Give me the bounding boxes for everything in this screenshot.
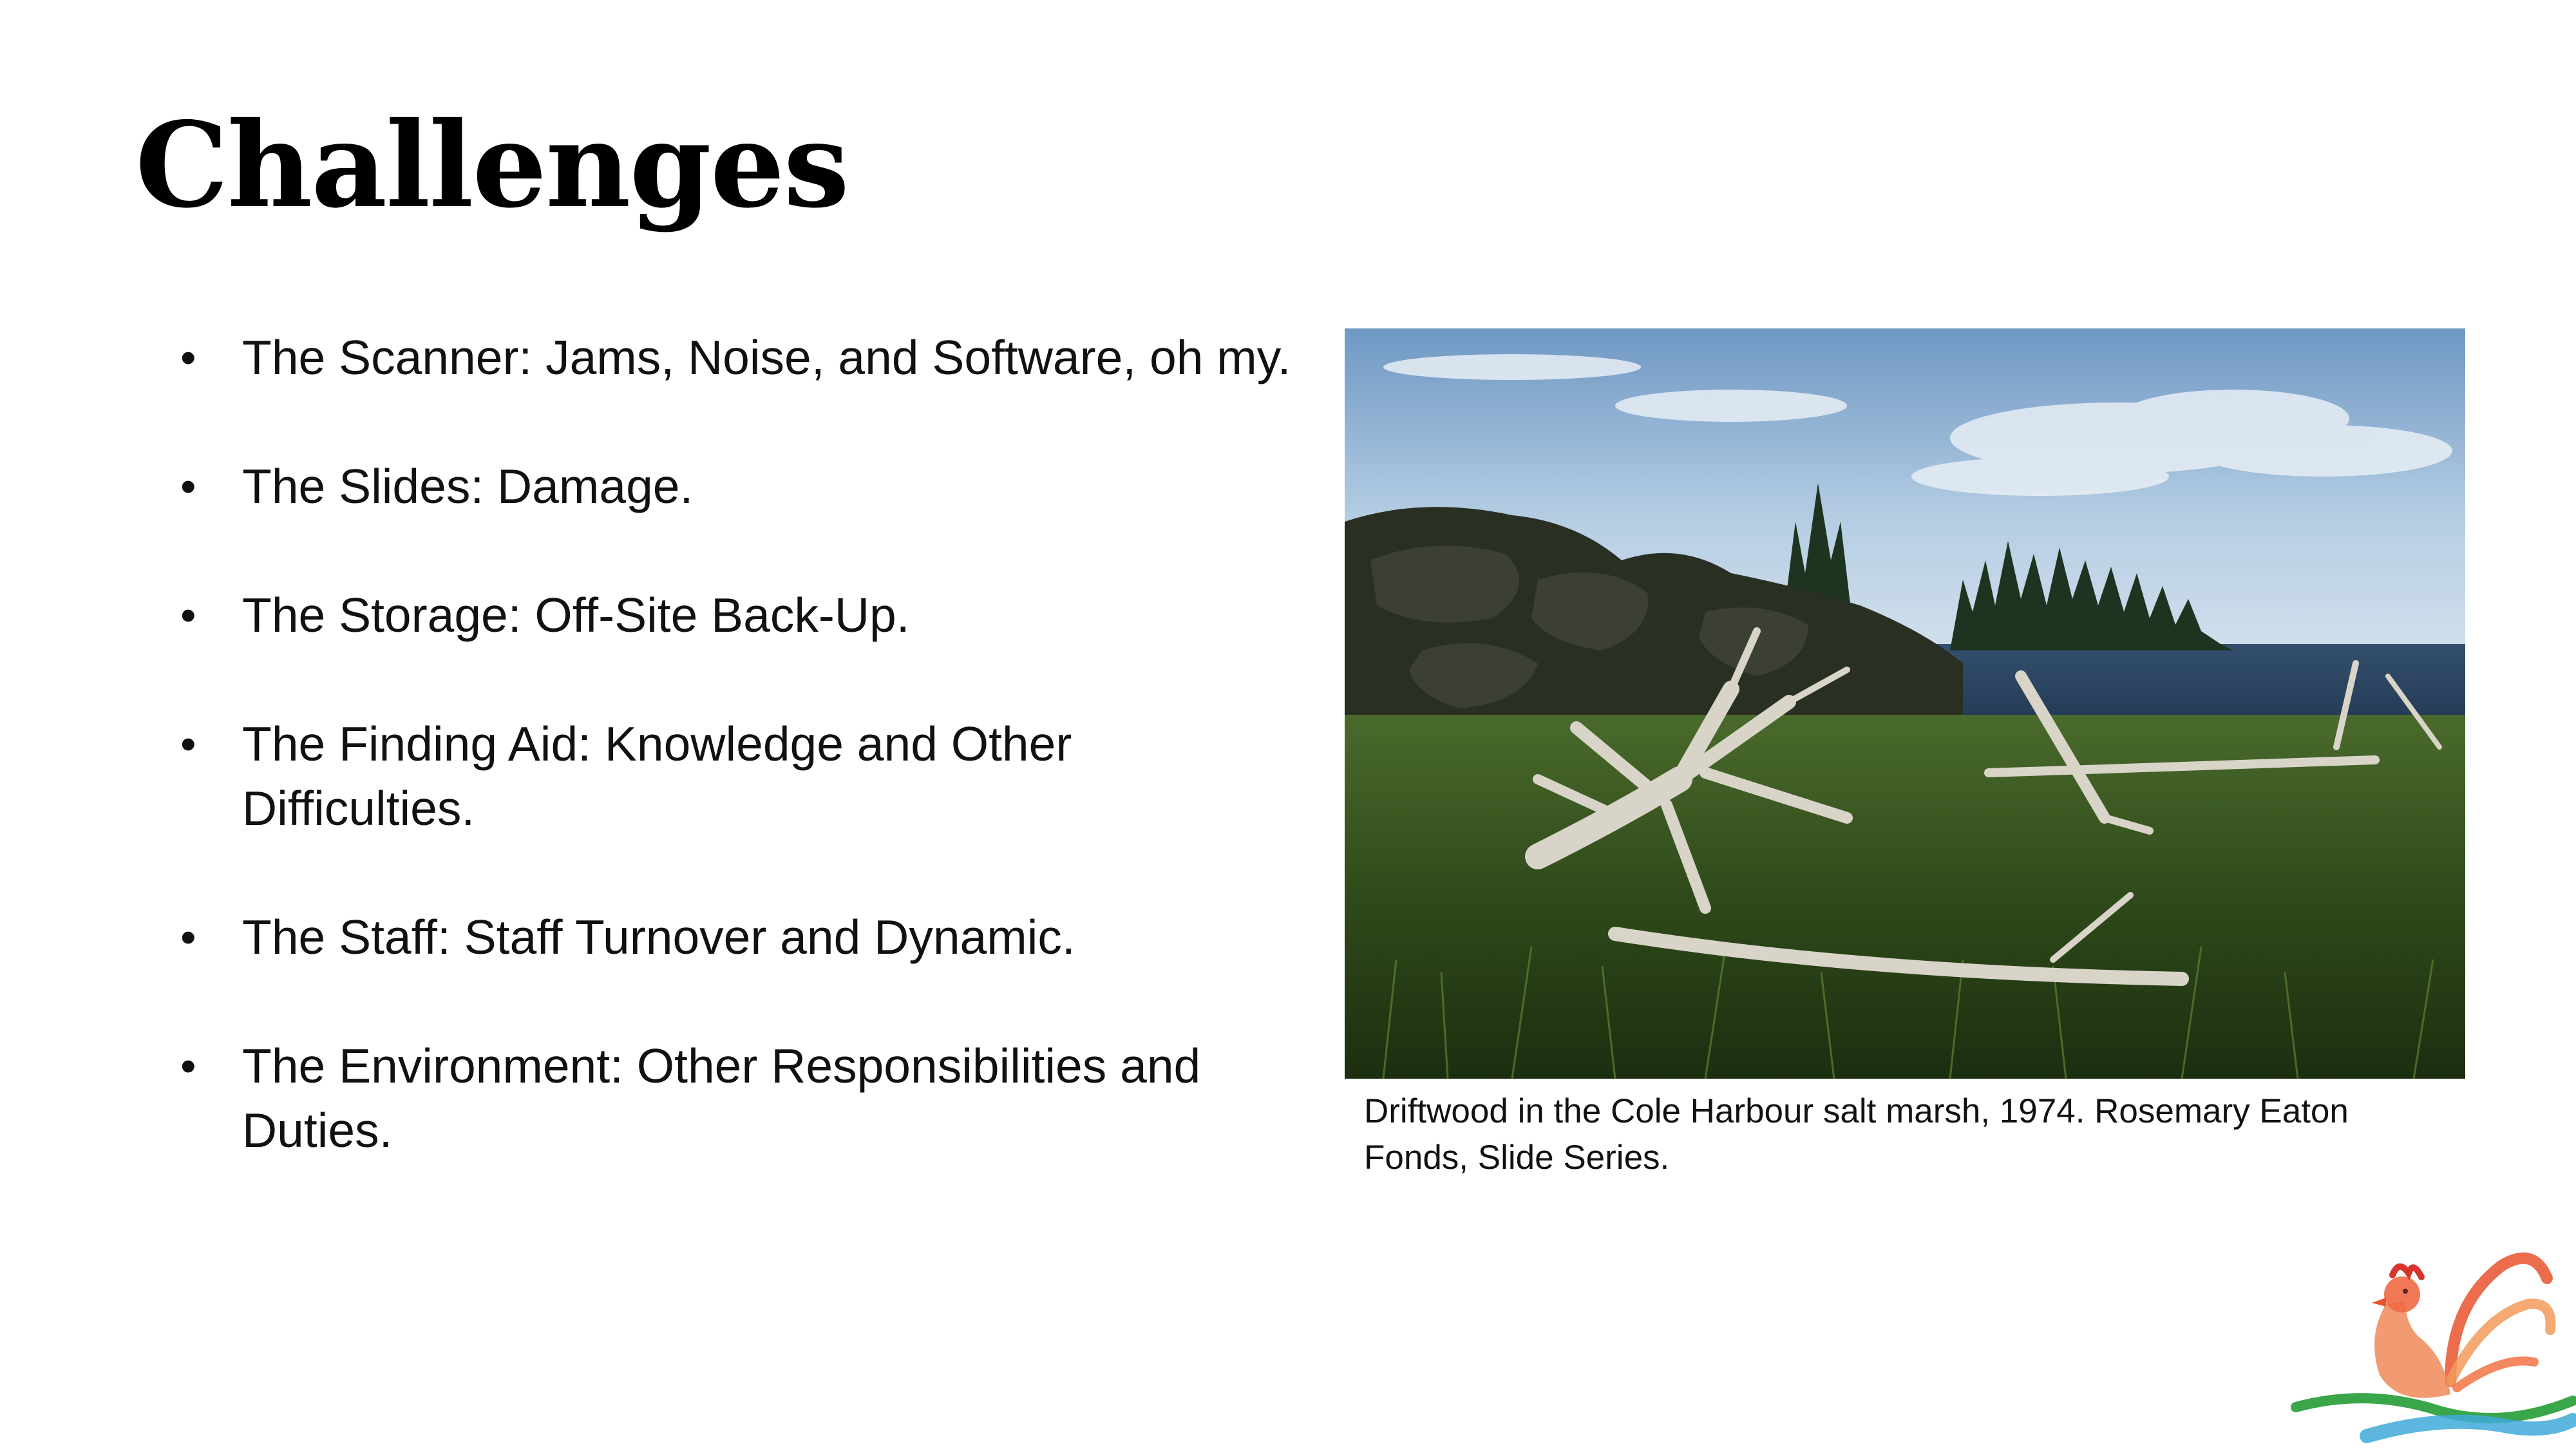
bullet-item [180,454,1314,518]
bullet-text: The Environment: Other Responsibilities and Duties. [242,1039,1201,1157]
bullet-marker: • [180,590,196,640]
bullet-text: The Staff: Staff Turnover and Dynamic. [242,910,1075,964]
rooster-tail [2450,1258,2551,1388]
bullet-marker: • [180,461,196,511]
bullet-item [180,325,1314,390]
bullet-item [180,905,1314,969]
driftwood-photo [1345,328,2465,1079]
bullet-text: The Finding Aid: Knowledge and Other Difficulties. [242,717,1072,835]
rooster-body [2372,1267,2450,1398]
bullet-marker: • [180,912,196,962]
logo-green-wave [2296,1398,2573,1418]
bullet-marker: • [180,719,196,769]
bullet-text: The Scanner: Jams, Noise, and Software, oh my. [242,330,1291,384]
slide-title: Challenges [135,96,849,234]
bullet-marker: • [180,332,196,383]
bullet-text: The Slides: Damage. [242,459,694,513]
bullet-item [180,1034,1314,1162]
photo-caption: Driftwood in the Cole Harbour salt marsh, 1974. Rosemary Eaton Fonds, Slide Series. [1364,1092,2349,1177]
bullet-marker: • [180,1041,196,1091]
photo-illustration [1345,328,2465,1079]
rooster-logo-icon [2289,1227,2576,1449]
bullet-item [180,583,1314,647]
bullet-list [180,325,1314,1227]
logo-blue-wave [2367,1420,2573,1436]
marsh-grass [1345,715,2465,1079]
bullet-item [180,712,1314,840]
bullet-text: The Storage: Off-Site Back-Up. [242,588,910,642]
